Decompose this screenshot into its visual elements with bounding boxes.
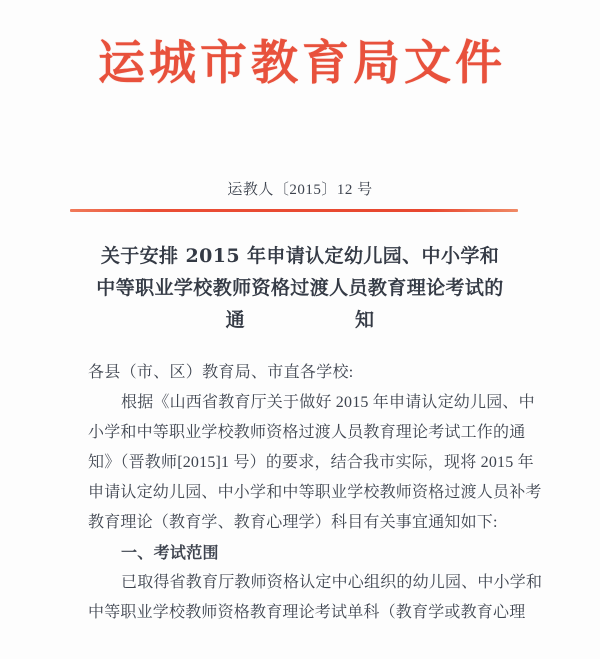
section-1-heading: 一、考试范围 (121, 543, 219, 562)
document-title-zhi: 知 (355, 309, 375, 331)
document-title-line-2: 中等职业学校教师资格过渡人员教育理论考试的 (96, 277, 504, 299)
document-title-line-1: 关于安排 2015 年申请认定幼儿园、中小学和 (100, 245, 500, 267)
paragraph-1 (88, 388, 542, 538)
masthead-title: 运城市教育局文件 (98, 36, 506, 91)
paragraph-1-line-2: 小学和中等职业学校教师资格过渡人员教育理论考试工作的通 (88, 424, 526, 441)
paragraph-1-line-4: 申请认定幼儿园、中小学和中等职业学校教师资格过渡人员补考 (88, 484, 542, 501)
section-1-line-2: 中等职业学校教师资格教育理论考试单科（教育学或教育心理 (88, 604, 526, 621)
paragraph-1-line-1: 根据《山西省教育厅关于做好 2015 年申请认定幼儿园、中 (121, 394, 535, 411)
document-title (66, 240, 534, 336)
document-body (88, 358, 543, 628)
section-1-line-1: 已取得省教育厅教师资格认定中心组织的幼儿园、中小学和 (121, 574, 543, 591)
salutation: 各县（市、区）教育局、市直各学校: (88, 364, 354, 381)
paragraph-1-line-5: 教育理论（教育学、教育心理学）科目有关事宜通知如下: (88, 514, 498, 531)
document-title-tong: 通 (225, 309, 245, 331)
masthead (0, 38, 600, 91)
document-title-line-3 (66, 304, 534, 336)
section-1-paragraph (88, 568, 543, 628)
red-divider-rule (70, 209, 518, 212)
document-number: 运教人〔2015〕12 号 (227, 182, 373, 198)
paragraph-1-line-3: 知》（晋教师[2015]1 号）的要求，结合我市实际，现将 2015 年 (88, 454, 534, 471)
